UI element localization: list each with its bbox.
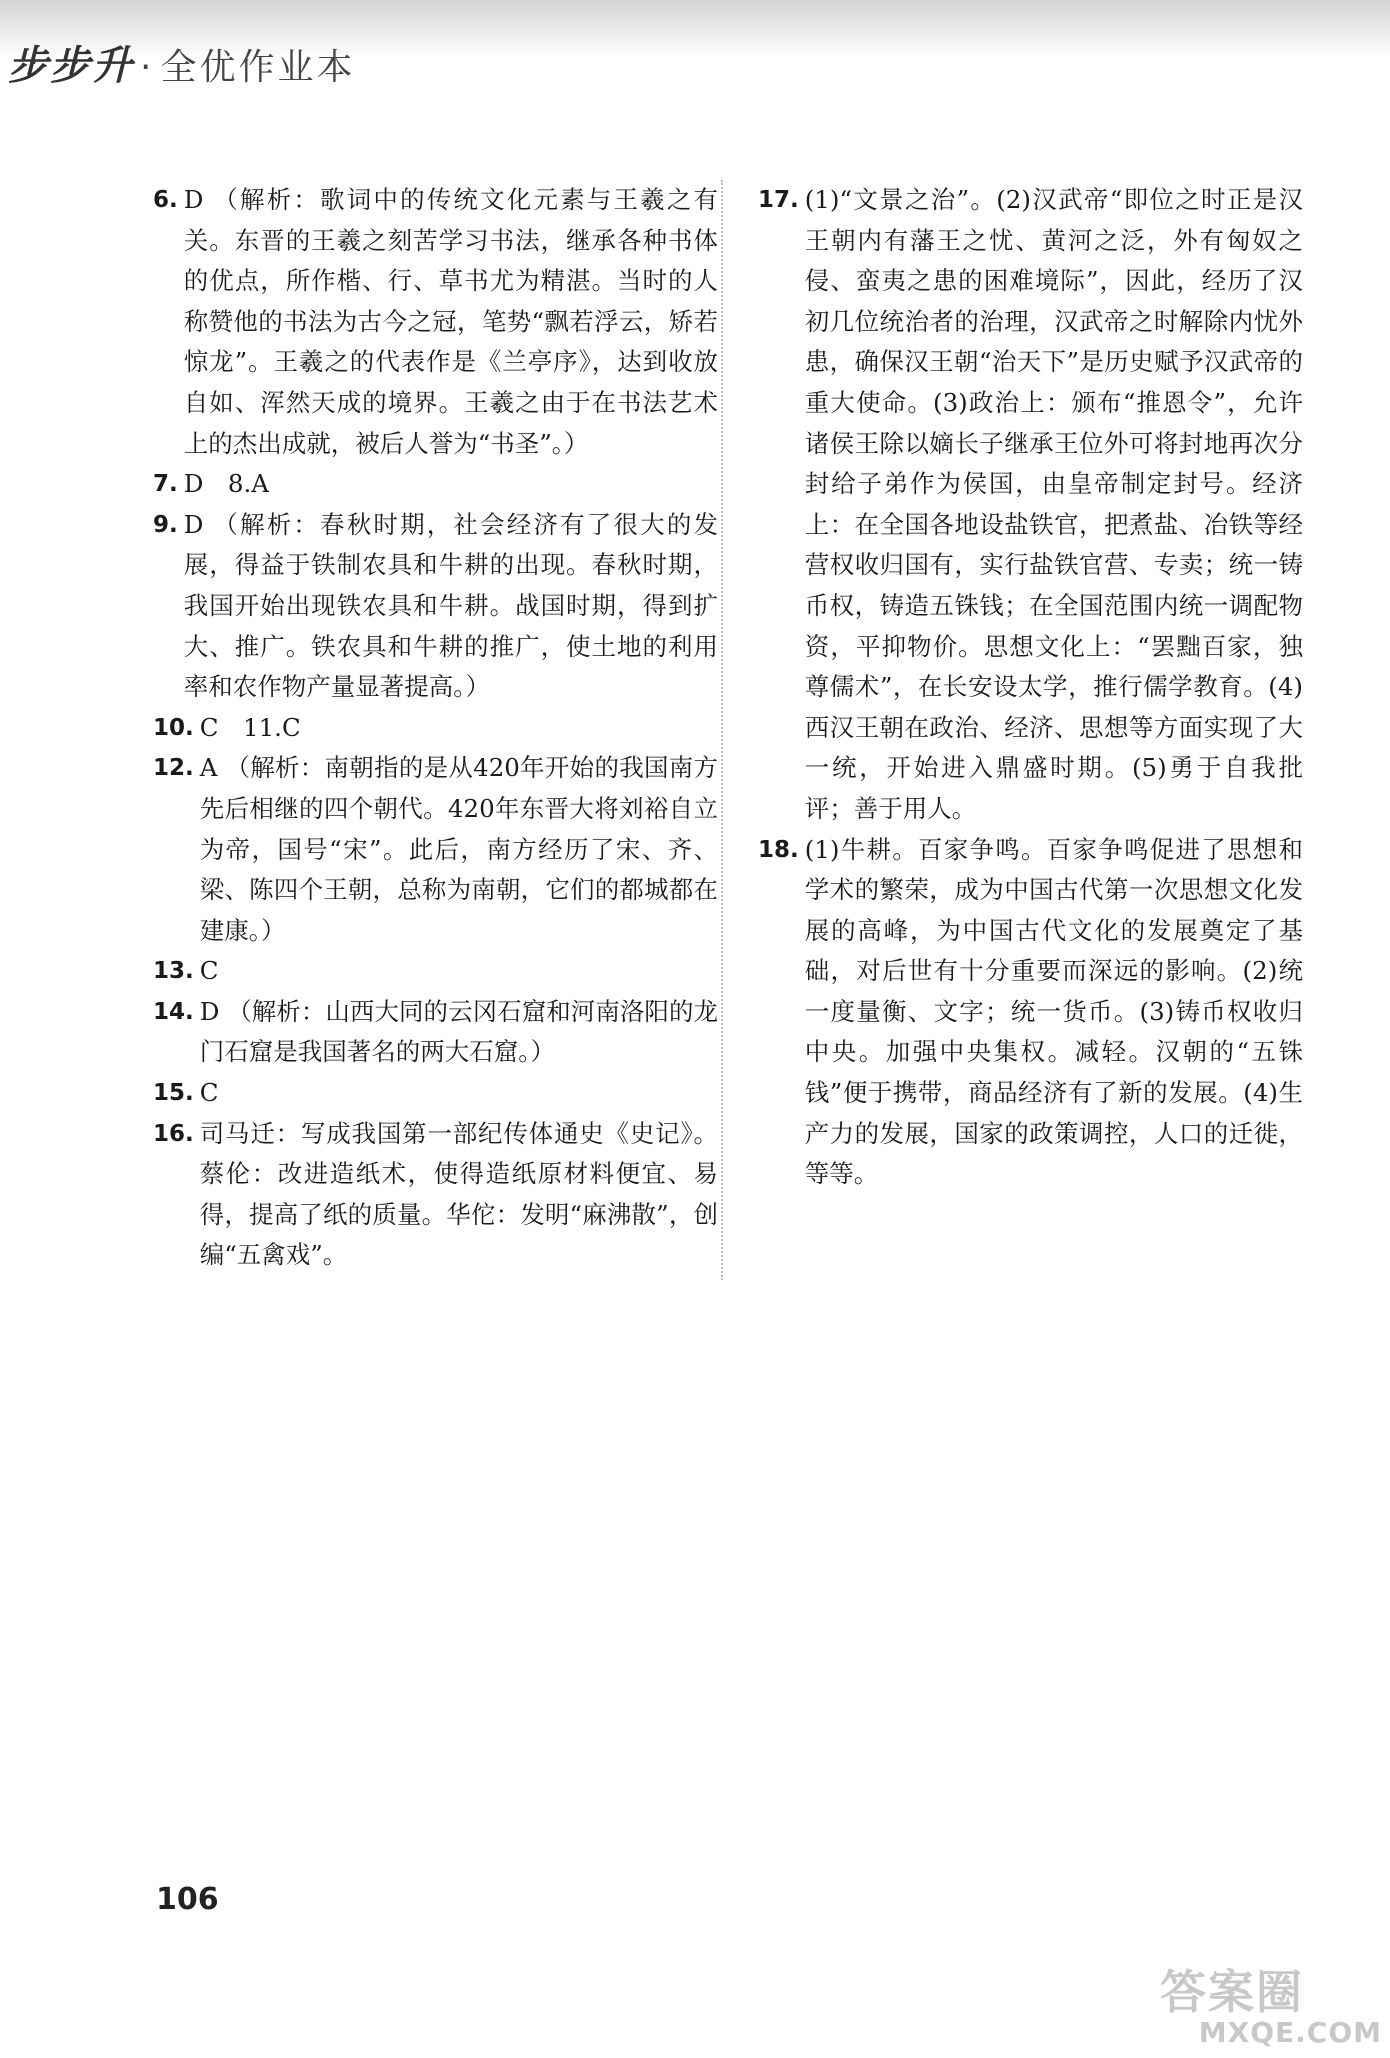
answer-number: 18. <box>758 836 799 863</box>
answer-number: 7. <box>153 471 178 498</box>
answer-item-16 <box>153 1114 718 1276</box>
answer-text: D （解析：山西大同的云冈石窟和河南洛阳的龙门石窟是我国著名的两大石窟。） <box>199 996 718 1067</box>
answer-item-18 <box>758 830 1303 1195</box>
answer-item-9 <box>153 505 718 708</box>
series-title: 全优作业本 <box>160 47 356 88</box>
answer-text: D （解析：春秋时期，社会经济有了很大的发展，得益于铁制农具和牛耕的出现。春秋时期，我国开始出现铁农具和牛耕。战国时期，得到扩大、推广。铁农具和牛耕的推广，使土地的利用率和农作物产量显著提高。） <box>183 509 718 702</box>
answer-text: C <box>199 1078 219 1108</box>
answer-text: (1)“文景之治”。(2)汉武帝“即位之时正是汉王朝内有藩王之忧、黄河之泛，外有匈奴之侵、蛮夷之患的困难境际”，因此，经历了汉初几位统治者的治理，汉武帝之时解除内忧外患，确保汉王朝“治天下”是历史赋予汉武帝的重大使命。(3)政治上：颁布“推恩令”，允许诸侯王除以嫡长子继承王位外可将封地再次分封给子弟作为侯国，由皇帝制定封号。经济上：在全国各地设盐铁官，把煮盐、冶铁等经营权收归国有，实行盐铁官营、专卖；统一铸币权，铸造五铢钱；在全国范围内统一调配物资，平抑物价。思想文化上：“罢黜百家，独尊儒术”，在长安设太学，推行儒学教育。(4)西汉王朝在政治、经济、思想等方面实现了大一统，开始进入鼎盛时期。(5)勇于自我批评；善于用人。 <box>804 185 1303 823</box>
answer-item-7-8 <box>153 464 718 505</box>
column-divider <box>721 180 723 1280</box>
answer-number: 6. <box>153 187 178 213</box>
answer-item-15 <box>153 1073 718 1114</box>
answer-text: C <box>199 956 219 986</box>
page-header <box>8 34 355 94</box>
answers-left-column <box>153 180 718 1276</box>
page-number: 106 <box>156 1882 219 1917</box>
answer-item-13 <box>153 951 718 992</box>
watermark-mark: 答案圈 <box>1160 1965 1304 2019</box>
answer-number: 14. <box>153 998 194 1025</box>
answer-item-6 <box>153 180 718 464</box>
answer-text: D （解析：歌词中的传统文化元素与王羲之有关。东晋的王羲之刻苦学习书法，继承各种书体的优点，所作楷、行、草书尤为精湛。当时的人称赞他的书法为古今之冠，笔势“飘若浮云，矫若惊龙”。王羲之的代表作是《兰亭序》，达到收放自如、浑然天成的境界。王羲之由于在书法艺术上的杰出成就，被后人誉为“书圣”。） <box>183 185 718 458</box>
answer-number: 17. <box>758 187 799 213</box>
answer-text: D 8.A <box>183 469 269 499</box>
answer-number: 13. <box>153 958 194 985</box>
answer-number: 16. <box>153 1120 194 1147</box>
answer-text: C 11.C <box>199 712 301 742</box>
answers-right-column <box>758 180 1303 1195</box>
answer-text: A （解析：南朝指的是从420年开始的我国南方先后相继的四个朝代。420年东晋大将刘裕自立为帝，国号“宋”。此后，南方经历了宋、齐、梁、陈四个王朝，总称为南朝，它们的都城都在建康。） <box>199 753 718 945</box>
answer-number: 9. <box>153 511 178 538</box>
series-separator: · <box>140 47 155 88</box>
answer-text: 司马迁：写成我国第一部纪传体通史《史记》。蔡伦：改进造纸术，使得造纸原材料便宜、易得，提高了纸的质量。华佗：发明“麻沸散”，创编“五禽戏”。 <box>199 1118 718 1270</box>
answer-item-14 <box>153 992 718 1073</box>
answer-item-10-11 <box>153 708 718 749</box>
answer-item-12 <box>153 748 718 951</box>
answer-item-17 <box>758 180 1303 830</box>
answer-number: 10. <box>153 714 194 741</box>
answer-number: 12. <box>153 755 194 782</box>
brand-logo: 步步升 <box>8 42 134 89</box>
answer-text: (1)牛耕。百家争鸣。百家争鸣促进了思想和学术的繁荣，成为中国古代第一次思想文化发展的高峰，为中国古代文化的发展奠定了基础，对后世有十分重要而深远的影响。(2)统一度量衡、文字；统一货币。(3)铸币权收归中央。加强中央集权。减轻。汉朝的“五铢钱”便于携带，商品经济有了新的发展。(4)生产力的发展，国家的政策调控，人口的迁徙，等等。 <box>804 834 1303 1189</box>
answer-number: 15. <box>153 1080 194 1107</box>
site-watermark <box>1160 1956 1382 2052</box>
watermark-domain: MXQE.COM <box>1198 2016 1382 2049</box>
